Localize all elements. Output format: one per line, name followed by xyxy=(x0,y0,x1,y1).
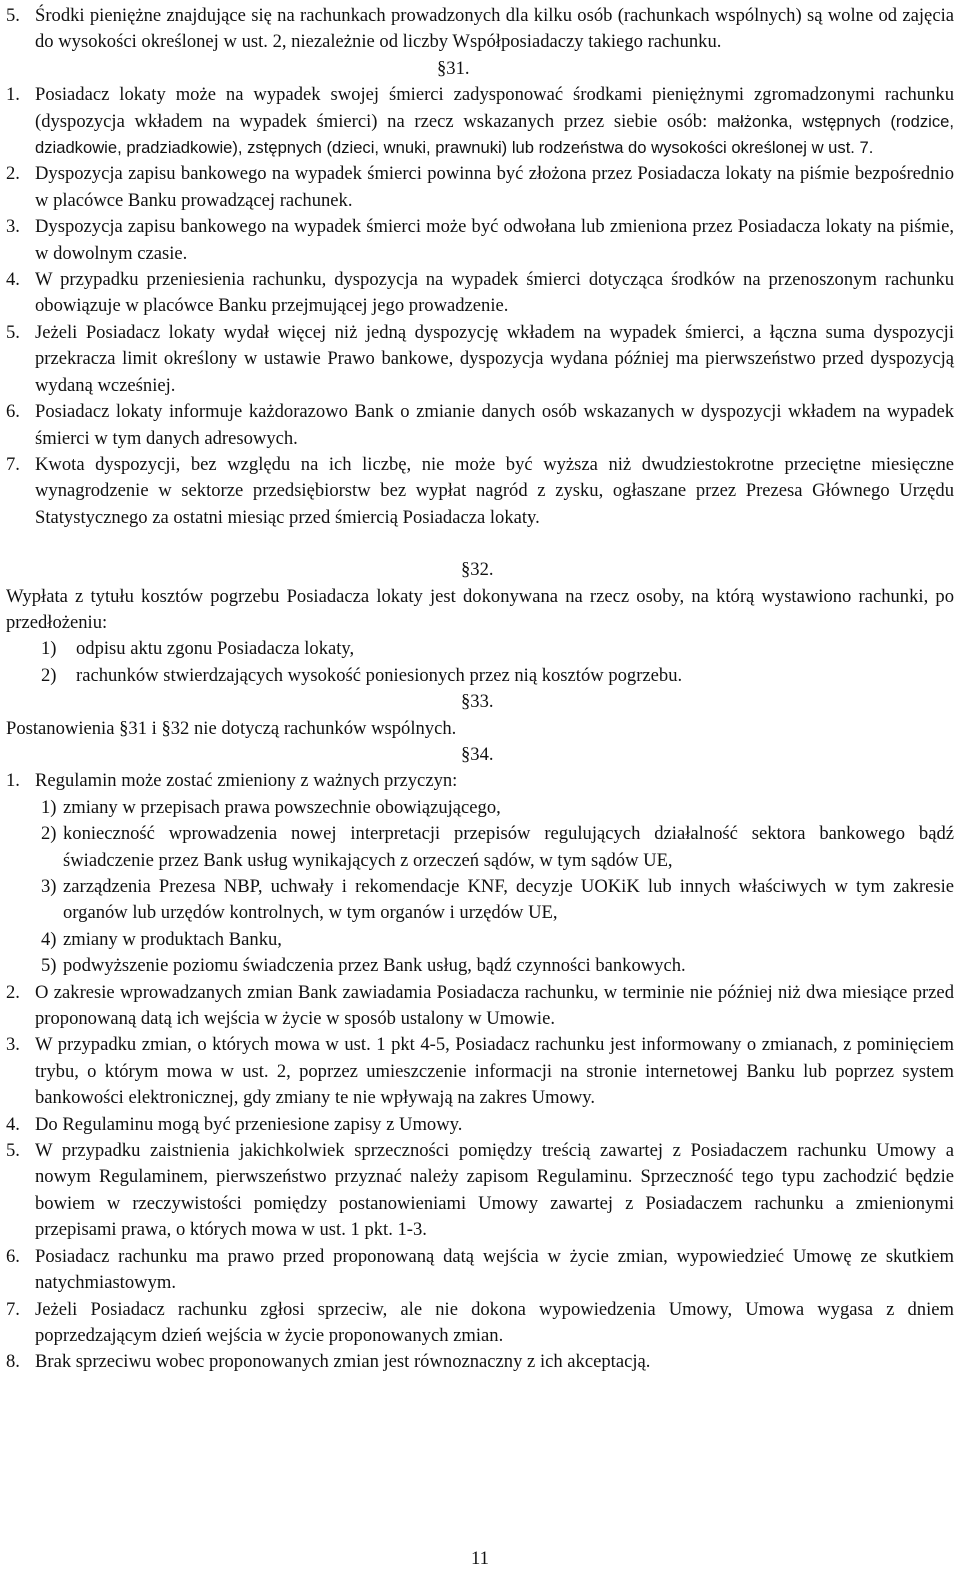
section-heading-32: §32. xyxy=(461,559,494,581)
s31-item-3 xyxy=(6,214,954,267)
s31-item-5 xyxy=(6,320,954,399)
item-text: Posiadacz rachunku ma prawo przed proponowaną datą wejścia w życie zmian, wypowiedzieć Umowę ze skutkiem natychmiastowym. xyxy=(35,1245,954,1294)
subitem-number: 4) xyxy=(41,928,57,950)
subitem-text: konieczność wprowadzenia nowej interpretacji przepisów regulujących działalność sektora bankowego bądź świadczenie przez Bank usług wynikających z orzeczeń sądów, w tym sądów UE, xyxy=(63,823,954,871)
subitem-text: podwyższenie poziomu świadczenia przez Bank usług, bądź czynności bankowych. xyxy=(63,955,686,977)
item-text: Jeżeli Posiadacz rachunku zgłosi sprzeciw, ale nie dokona wypowiedzenia Umowy, Umowa wygasa z dniem poprzedzającym dzień wejścia w życie proponowanych zmian. xyxy=(35,1298,954,1346)
item-number: 2. xyxy=(6,981,20,1003)
item-number: 2. xyxy=(6,163,20,185)
s31-item-4 xyxy=(6,267,954,320)
s34-item-6 xyxy=(6,1244,954,1297)
s33-text: Postanowienia §31 i §32 nie dotyczą rachunków wspólnych. xyxy=(6,717,457,739)
s34-subitem-1 xyxy=(6,795,954,821)
item-number: 5. xyxy=(6,321,20,343)
item-text: Regulamin może zostać zmieniony z ważnych przyczyn: xyxy=(35,770,458,792)
s34-subitem-3 xyxy=(6,874,954,927)
item-number: 1. xyxy=(6,770,20,792)
subitem-number: 5) xyxy=(41,955,57,977)
section-heading-33: §33. xyxy=(461,691,494,713)
item-text: W przypadku przeniesienia rachunku, dyspozycja na wypadek śmierci dotycząca środków na przenoszonym rachunku obowiązuje w placówce Banku przejmującej jego prowadzenie. xyxy=(35,269,954,317)
s31-item-6 xyxy=(6,399,954,452)
s34-item-7 xyxy=(6,1297,954,1350)
s31-item-1 xyxy=(6,82,954,161)
subitem-text: zmiany w przepisach prawa powszechnie obowiązującego, xyxy=(63,796,501,818)
subitem-number: 2) xyxy=(41,664,57,686)
s34-item-3 xyxy=(6,1032,954,1111)
document-page xyxy=(6,3,954,1376)
s31-item-2 xyxy=(6,161,954,214)
subitem-text: zmiany w produktach Banku, xyxy=(63,928,282,950)
s34-item-8 xyxy=(6,1349,954,1375)
item-number: 6. xyxy=(6,1245,20,1267)
s32-intro: Wypłata z tytułu kosztów pogrzebu Posiadacza lokaty jest dokonywana na rzecz osoby, na którą wystawiono rachunki, po przedłożeniu: xyxy=(6,585,954,633)
subitem-number: 3) xyxy=(41,876,57,897)
item-text: Do Regulaminu mogą być przeniesione zapisy z Umowy. xyxy=(35,1113,463,1135)
item-text xyxy=(35,82,954,161)
s34-item-1 xyxy=(6,768,954,794)
item-text: Dyspozycja zapisu bankowego na wypadek śmierci może być odwołana lub zmieniona przez Posiadacza lokaty na piśmie, w dowolnym czasie. xyxy=(35,216,954,264)
subitem-text: zarządzenia Prezesa NBP, uchwały i rekomendacje KNF, decyzje UOKiK lub innych właściwych w tym zakresie organów lub urzędów kontrolnych, w tym organów i urzędów UE, xyxy=(63,876,954,924)
item-number: 5. xyxy=(6,5,20,26)
s31-item-7 xyxy=(6,452,954,531)
item-text: Posiadacz lokaty informuje każdorazowo Bank o zmianie danych osób wskazanych w dyspozycji wkładem na wypadek śmierci w tym danych adresowych. xyxy=(35,401,954,449)
item-text: Brak sprzeciwu wobec proponowanych zmian jest równoznaczny z ich akceptacją. xyxy=(35,1351,651,1373)
s34-item-5 xyxy=(6,1138,954,1244)
item-text-sans: małżonka, wstępnych (rodzice, dziadkowie, pradziadkowie), zstępnych (dzieci, wnuki, prawnuki) lub rodzeństwa do wysokości określonej w ust. 7. xyxy=(35,111,954,158)
item-text: O zakresie wprowadzanych zmian Bank zawiadamia Posiadacza rachunku, w terminie nie później niż dwa miesiące przed proponowaną datą ich wejścia w życie w sposób ustalony w Umowie. xyxy=(35,981,954,1030)
subitem-number: 1) xyxy=(41,638,57,660)
item-number: 5. xyxy=(6,1140,20,1162)
subitem-text: odpisu aktu zgonu Posiadacza lokaty, xyxy=(76,638,355,660)
item-number: 4. xyxy=(6,269,20,291)
s34-subitem-5 xyxy=(6,953,954,979)
item-number: 8. xyxy=(6,1351,20,1373)
s32-subitem-2 xyxy=(6,663,954,689)
item-number: 1. xyxy=(6,84,20,106)
item-number: 3. xyxy=(6,216,20,238)
item-number: 4. xyxy=(6,1113,20,1135)
page-number: 11 xyxy=(471,1548,489,1569)
item-number: 7. xyxy=(6,1298,20,1320)
item-text: W przypadku zaistnienia jakichkolwiek sprzeczności pomiędzy treścią zawartej z Posiadaczem rachunku Umowy a nowym Regulaminem, pierwszeństwo przyznać należy zapisom Regulaminu. Sprzeczność tego typu zachodzić będzie bowiem w rzeczywistości pomiędzy postanowieniami Umowy zawartej z Posiadaczem rachunku a zmienionymi przepisami prawa, o których mowa w ust. 1 pkt. 1-3. xyxy=(35,1140,954,1241)
item-text: Dyspozycja zapisu bankowego na wypadek śmierci powinna być złożona przez Posiadacza lokaty na piśmie bezpośrednio w placówce Banku prowadzącej rachunek. xyxy=(35,163,954,211)
s34-subitem-4 xyxy=(6,927,954,953)
subitem-number: 1) xyxy=(41,796,57,818)
item-number: 6. xyxy=(6,401,20,423)
s34-subitem-2 xyxy=(6,821,954,874)
item-number: 3. xyxy=(6,1034,20,1056)
item-text: Jeżeli Posiadacz lokaty wydał więcej niż jedną dyspozycję wkładem na wypadek śmierci, a łączna suma dyspozycji przekracza limit określony w ustawie Prawo bankowe, dyspozycja wydana później ma pierwszeństwo przed dyspozycją wydaną wcześniej. xyxy=(35,321,954,396)
s32-subitem-1 xyxy=(6,636,954,662)
section-heading-34: §34. xyxy=(461,743,494,765)
item-text: Kwota dyspozycji, bez względu na ich liczbę, nie może być wyższa niż dwudziestokrotne przeciętne miesięczne wynagrodzenie w sektorze przedsiębiorstw bez wypłat nagród z zysku, ogłaszane przez Prezesa Głównego Urzędu Statystycznego za ostatni miesiąc przed śmiercią Posiadacza lokaty. xyxy=(35,453,954,528)
item-number: 7. xyxy=(6,453,20,475)
section-heading-31: §31. xyxy=(437,57,470,79)
item-text-serif: Posiadacz lokaty może na wypadek swojej śmierci zadysponować środkami pieniężnymi zgromadzonymi rachunku (dyspozycja wkładem na wypadek śmierci) na rzecz wskazanych przez siebie osób: xyxy=(35,84,954,132)
subitem-text: rachunków stwierdzających wysokość poniesionych przez nią kosztów pogrzebu. xyxy=(76,664,683,686)
item-text: Środki pieniężne znajdujące się na rachunkach prowadzonych dla kilku osób (rachunkach wspólnych) są wolne od zajęcia do wysokości określonej w ust. 2, niezależnie od liczby Współposiadaczy takiego rachunku. xyxy=(35,5,954,53)
s34-item-2 xyxy=(6,980,954,1033)
s34-item-4 xyxy=(6,1112,954,1138)
s30-item-5 xyxy=(6,3,954,56)
subitem-number: 2) xyxy=(41,823,57,845)
item-text: W przypadku zmian, o których mowa w ust. 1 pkt 4-5, Posiadacz rachunku jest informowany o zmianach, z pominięciem trybu, o którym mowa w ust. 2, poprzez umieszczenie informacji na stronie internetowej Banku lub poprzez system bankowości elektronicznej, gdy zmiany te nie wpływają na zakres Umowy. xyxy=(35,1034,954,1109)
